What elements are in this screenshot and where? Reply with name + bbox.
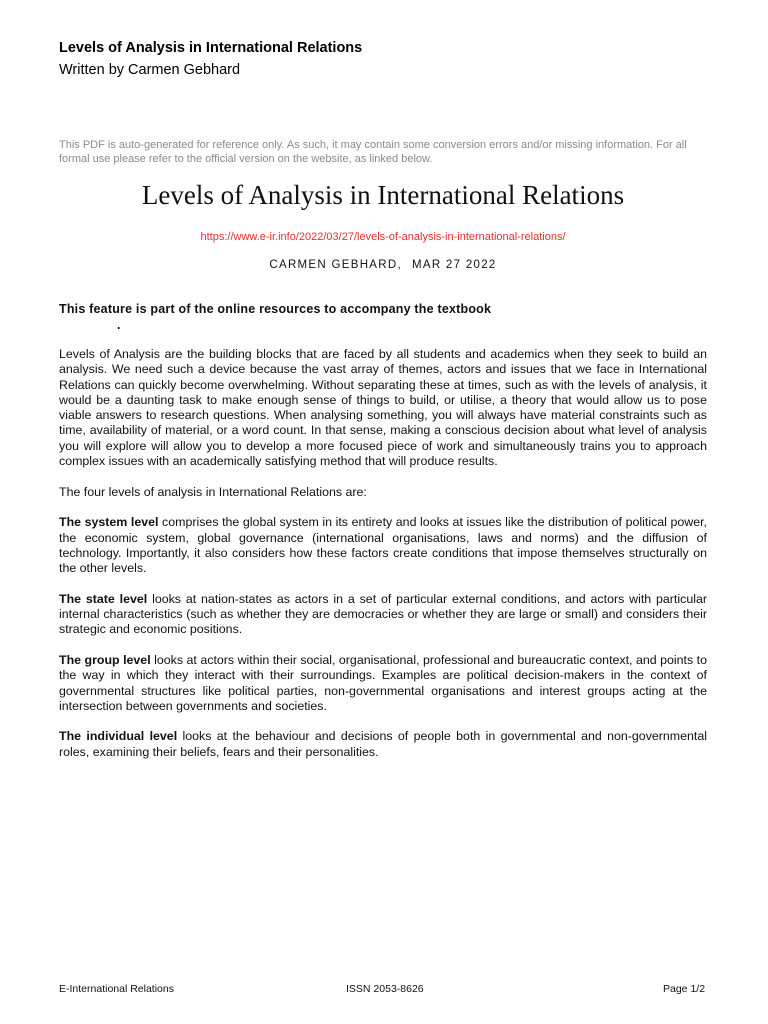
level-system-paragraph	[59, 515, 707, 576]
level-group-text: looks at actors within their social, organisational, professional and bureaucratic context, and points to the way in which they interact with their surroundings. Examples are political decision-makers in the context of governmental structures like political parties, non-governmental organisations and interest groups acting at the intersection between governments and societies.	[59, 652, 707, 713]
level-state-text: looks at nation-states as actors in a set of particular external conditions, and actors with particular internal characteristics (such as whether they are democracies or whether they are large or small) and considers their strategic and economic positions.	[59, 591, 707, 637]
level-system-term: The system level	[59, 515, 159, 530]
byline-author: CARMEN GEBHARD,	[269, 259, 402, 271]
feature-note: This feature is part of the online resources to accompany the textbook	[59, 302, 492, 316]
footer-publisher: E-International Relations	[59, 983, 174, 995]
footer-page-number: Page 1/2	[663, 983, 706, 995]
article-title: Levels of Analysis in International Relations	[141, 180, 625, 210]
footer-issn: ISSN 2053-8626	[346, 983, 424, 995]
article-link[interactable]: https://www.e-ir.info/2022/03/27/levels-of-analysis-in-international-relations/	[200, 231, 566, 243]
level-group-paragraph	[59, 653, 707, 714]
byline	[59, 259, 707, 271]
header-author: Written by Carmen Gebhard	[59, 62, 241, 78]
level-state-paragraph	[59, 592, 707, 638]
header-title: Levels of Analysis in International Relations	[59, 40, 363, 56]
intro-paragraph: Levels of Analysis are the building blocks that are faced by all students and academics when they seek to build an analysis. We need such a device because the vast array of themes, actors and issues that we face in International Relations can quickly become overwhelming. Without separating these at times, such as with the levels of analysis, it would be a daunting task to make enough sense of things to build, or utilise, a theory that would allow us to pose viable answers to research questions. When analysing something, you will always have material constraints such as time, availability of material, or a word count. In that sense, making a conscious decision about what level of analysis you will explore will allow you to develop a more focused piece of work and simultaneously trains you to approach complex issues with an academically satisfying method that will produce results.	[59, 347, 707, 469]
feature-dot: .	[117, 318, 121, 332]
level-state-term: The state level	[59, 591, 148, 606]
level-individual-paragraph	[59, 729, 707, 760]
level-system-text: comprises the global system in its entirety and looks at issues like the distribution of political power, the economic system, global governance (international organisations, laws and norms) and the diffusion of technology. Importantly, it also considers how these factors create conditions that impose themselves structurally on the other levels.	[59, 515, 707, 576]
article-body	[59, 347, 707, 775]
level-group-term: The group level	[59, 652, 151, 667]
level-individual-term: The individual level	[59, 729, 178, 744]
disclaimer-text: This PDF is auto-generated for reference only. As such, it may contain some conversion errors and/or missing information. For all formal use please refer to the official version on the website, as linked below.	[59, 139, 687, 165]
level-individual-text: looks at the behaviour and decisions of people both in governmental and non-governmental roles, examining their beliefs, fears and their personalities.	[59, 729, 707, 759]
levels-intro-paragraph: The four levels of analysis in International Relations are:	[59, 484, 367, 499]
byline-date: MAR 27 2022	[411, 259, 497, 271]
article-url	[59, 231, 707, 243]
